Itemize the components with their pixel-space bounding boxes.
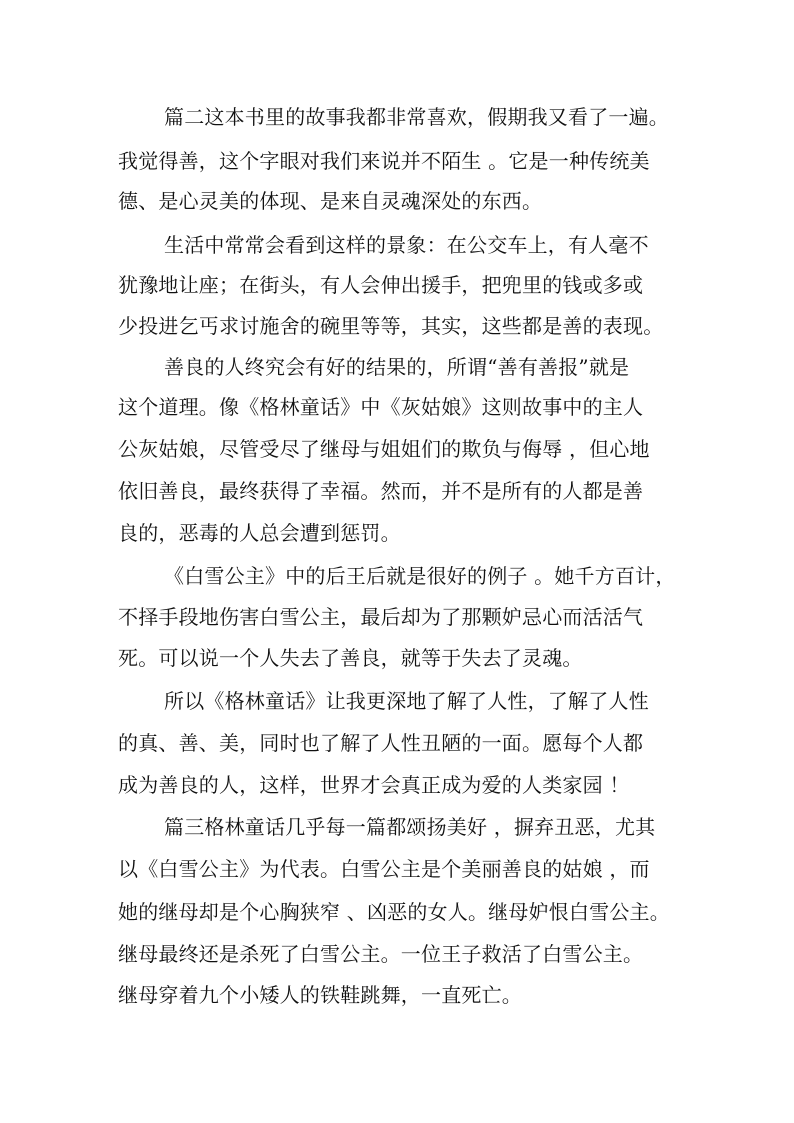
text-line: 善良的人终究会有好的结果的，所谓“善有善报”就是 (164, 355, 630, 379)
text-line: 公灰姑娘，尽管受尽了继母与姐姐们的欺负与侮辱 ，但心地 (118, 437, 650, 461)
text-line: 的真、善、美，同时也了解了人性丑陋的一面。愿每个人都 (118, 731, 644, 755)
text-line: 篇二这本书里的故事我都非常喜欢，假期我又看了一遍。 (164, 105, 669, 129)
text-line: 成为善良的人，这样，世界才会真正成为爱的人类家园 ！ (118, 773, 630, 797)
text-line: 犹豫地让座；在街头，有人会伸出援手，把兜里的钱或多或 (118, 273, 644, 297)
text-line: 依旧善良，最终获得了幸福。然而，并不是所有的人都是善 (118, 479, 644, 503)
text-line: 以《白雪公主》为代表。白雪公主是个美丽善良的姑娘 ，而 (118, 857, 650, 881)
text-line: 不择手段地伤害白雪公主，最后却为了那颗妒忌心而活活气 (118, 605, 644, 629)
text-line: 继母穿着九个小矮人的铁鞋跳舞，一直死亡。 (118, 983, 522, 1007)
text-line: 德、是心灵美的体现、是来自灵魂深处的东西。 (118, 189, 543, 213)
text-line: 少投进乞丐求讨施舍的碗里等等，其实，这些都是善的表现。 (118, 314, 664, 338)
text-line: 继母最终还是杀死了白雪公主。一位王子救活了白雪公主。 (118, 942, 644, 966)
text-line: 所以《格林童话》让我更深地了解了人性，了解了人性 (164, 689, 649, 713)
text-line: 《白雪公主》中的后王后就是很好的例子 。她千方百计， (164, 564, 676, 588)
text-line: 良的，恶毒的人总会遭到惩罚。 (118, 521, 401, 545)
text-line: 我觉得善，这个字眼对我们来说并不陌生 。它是一种传统美 (118, 149, 650, 173)
text-line: 生活中常常会看到这样的景象：在公交车上，有人毫不 (164, 233, 649, 257)
text-line: 她的继母却是个心胸狭窄 、凶恶的女人。继母妒恨白雪公主。 (118, 900, 670, 924)
text-line: 篇三格林童话几乎每一篇都颂扬美好 ，摒弃丑恶，尤其 (164, 815, 656, 839)
text-line: 死。可以说一个人失去了善良，就等于失去了灵魂。 (118, 646, 583, 670)
text-line: 这个道理。像《格林童话》中《灰姑娘》这则故事中的主人 (118, 395, 644, 419)
